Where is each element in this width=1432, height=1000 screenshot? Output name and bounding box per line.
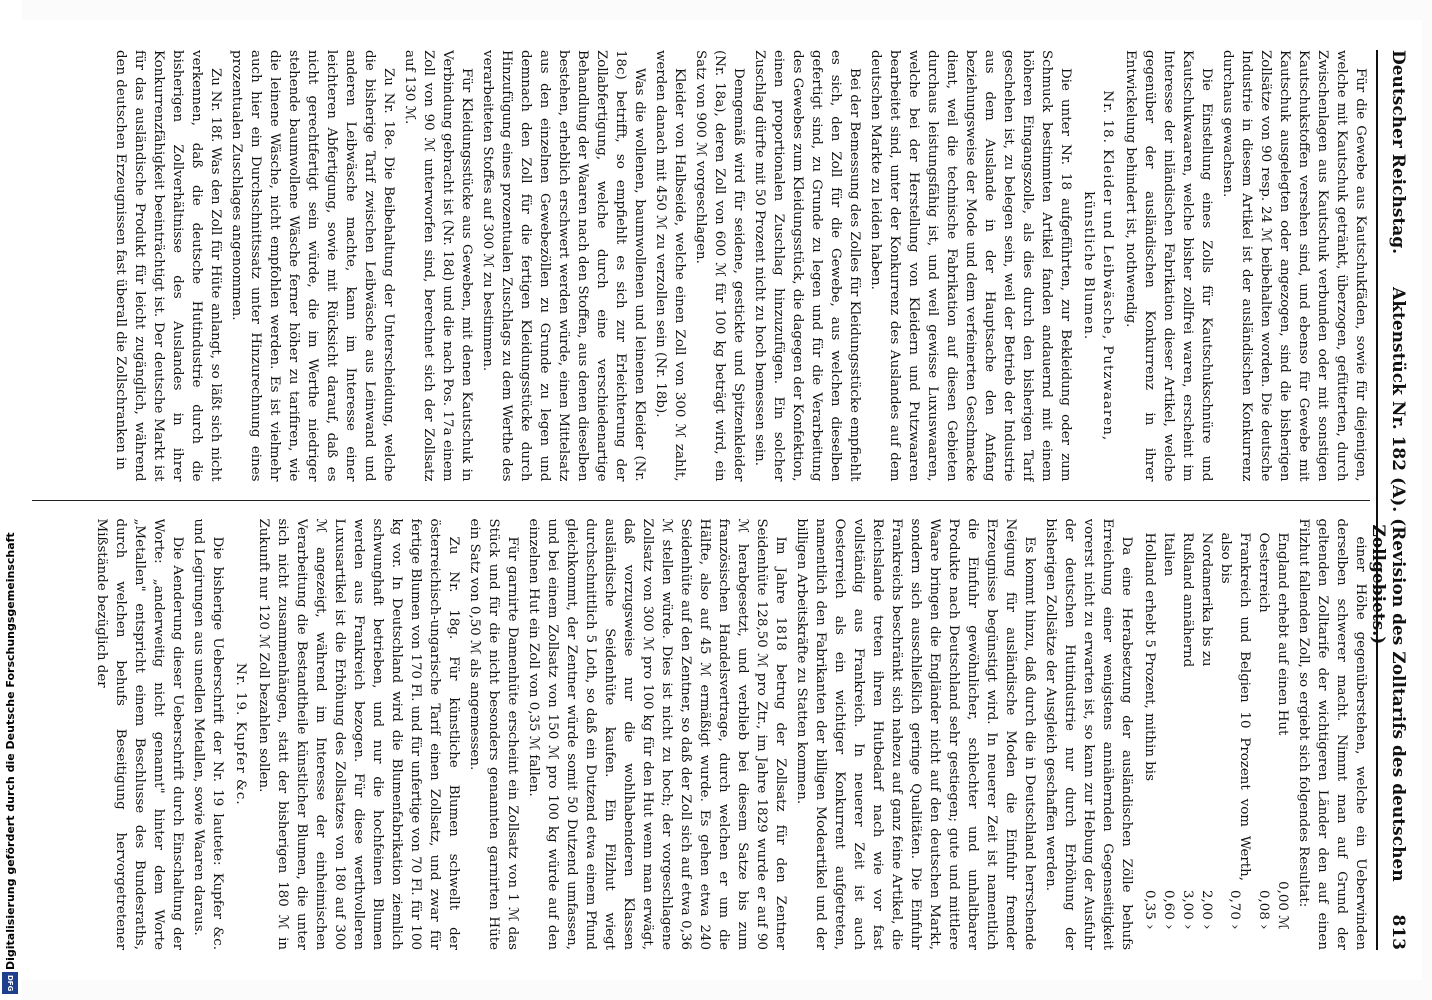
left-paragraph: Für die Gewebe aus Kautschukfäden, sowie für diejenigen, welche mit Kautschuk getränkt, überzogen, gefütterten, durch Zwischenlagen aus Kautschuk verbunden oder mit sonstigen Kautschukstoffen versehen sind, und ebenso für Gewebe mit Kautschuk ausgelegten oder angezogen, sind die bisherigen Zollsätze von 90 resp. 24 ℳ beibehalten worden. Die deutsche Industrie in diesem Artikel ist der ausländischen Konkurrenz durchaus gewachsen. [1220,50,1368,482]
rate-country: Oesterreich [1256,532,1271,613]
column-divider [32,500,1370,501]
left-paragraph: Die Einstellung eines Zolls für Kautschukschnüre und Kautschukwaaren, welche bisher zollfrei waren, erscheint im Interesse der inländischen Fabrikation dieser Artikel, welche gegenüber der ausländischen Konkurrenz in ihrer Entwickelung behindert ist, nothwendig. [1123,50,1214,482]
left-paragraph: Nr. 18. Kleider und Leibwäsche, Putzwaaren, künstliche Blumen. [1081,90,1115,442]
rate-row [1140,533,1159,930]
column-right [32,519,1370,951]
left-paragraph: Die unter Nr. 18 aufgeführten, zur Bekleidung oder zum Schmuck bestimmten Artikel fanden andauernd mit einem höheren Eingangszolle, als dies durch den bisherigen Tarif geschehen ist, zu belegen sein, weil der Betrieb der Industrie aus dem Auslande in der Hauptsache den Anfang beziehungsweise der Mode und dem verfeinerten Geschmacke dient, weil die technische Fabrikation auf diesen Gebieten durchaus leistungsfähig ist, und weil gewisse Luxuswaaren, welche bei der Herstellung von Kleidern und Putzwaaren bearbeitet sind, unter der Konkurrenz des Auslandes auf dem deutschen Markte zu leiden haben. [868,50,1073,482]
right-paragraph: Die bisherige Ueberschrift der Nr. 19 lautete: Kupfer &c. und Legirungen aus unedlen Metallen, sowie Waaren daraus. [191,518,225,950]
rate-country: Nordamerika bis zu [1199,532,1214,667]
rate-row [1216,533,1254,930]
header-center [1368,254,1408,914]
column-right-body [92,519,1136,951]
tariff-rate-table [1140,533,1292,930]
rate-country: Frankreich und Belgien 10 Prozent vom Werth, also bis [1218,532,1252,882]
rate-row [1197,533,1216,930]
right-paragraph: Es kommt hinzu, daß durch die in Deutschland herrschende Neigung für ausländische Moden die Einfuhr fremder Erzeugnisse begünstigt wird. In neuerer Zeit ist namentlich die Einfuhr gewöhnlicher, schlechter und unhaltbarer Produkte nach Deutschland sehr gestiegen; gute und mittlere Waare bringen die Engländer nicht auf den deutschen Markt, sondern sich ausschließlich geringe Qualitäten. Die Einfuhr Frankreichs beschränkt sich nahezu auf ganz feine Artikel, die Reichslande treten ihren Hutbedarf nach wie vor fast vollständig aus Frankreich. In neuerer Zeit ist auch Oesterreich als ein wichtiger Konkurrent aufgetreten, namentlich den Fabrikanten der billigen Modeartikel und der billigen Arbeitskräfte zu Statten kommen. [794,518,1037,950]
rate-value: 3,00 › [1180,890,1195,930]
text-columns [32,50,1370,950]
header-center-title: Aktenstück Nr. 182 (A). [1388,287,1408,513]
rate-value: 0,00 ℳ [1275,881,1290,930]
rate-value: 2,00 › [1199,890,1214,930]
rate-value: 0,60 › [1161,890,1176,930]
rate-row [1273,533,1292,930]
left-paragraph: Demgemäß wird für seidene, gestickte und Spitzenkleider (Nr. 18a), deren Zoll von 600 ℳ für 100 kg beträgt wird, ein Satz von 900 ℳ vorgeschlagen. [693,50,746,482]
rate-country: Rußland annähernd [1180,532,1195,668]
rate-country: England erhebt auf einen Hut [1275,532,1290,736]
left-paragraph: Für Kleidungsstücke aus Geweben, mit denen Kautschuk in Verbindung gebracht ist (Nr. 18d) und die nach Pos. 17a einem Zoll von 90 ℳ unterworfen sind, berechnet sich der Zollsatz auf 130 ℳ. [402,50,474,482]
rate-value: 0,70 › [1227,890,1243,930]
left-paragraph: Bei der Bemessung des Zolles für Kleidungsstücke empfiehlt es sich, den Zoll für die Gewebe, aus welchen dieselben gefertigt sind, zu Grunde zu legen und für die Verarbeitung des Gewebes zum Kleidungsstück, die dagegen der Konfektion, einen proportionalen Zuschlag hinzuzufügen. Ein solcher Zuschlag dürfte mit 50 Prozent nicht zu hoch bemessen sein. [752,50,862,482]
dfg-logo: DFG [2,972,18,994]
margin-strip [0,0,22,1000]
rate-country: Italien [1161,532,1176,577]
left-paragraph: Was die wollenen, baumwollenen und leinenen Kleider (Nr. 18c) betrifft, so empfiehlt es sich zur Erleichterung der Zollabfertigung, welche durch eine verschiedenartige Behandlung der Waaren nach den Stoffen, aus denen dieselben bestehen, erheblich erschwert werden würde, einen Mittelsatz aus den einzelnen Gewebezöllen zu Grunde zu legen und demnach den Zoll für die fertigen Kleidungsstücke durch Hinzufügung eines prozentualen Zuschlags zu dem Werthe des verarbeiteten Stoffes auf 300 ℳ zu bestimmen. [480,50,647,482]
left-paragraph: Zu Nr. 18e. Die Beibehaltung der Unterscheidung, welche die bisherige Tarif zwischen Leibwäsche aus Leinwand und anderen Leibwäsche machte, kann im Interesse einer leichteren Abfertigung, sowie mit Rücksicht darauf, daß es nicht gerechtfertigt sein würde, die im Werthe niedriger stehende baumwollene Wäsche ferner höher zu tarifiren, wie die leinene Wäsche, nicht empfohlen werden. Es ist vielmehr auch hier ein Durchschnittssatz unter Hinzurechnung eines prozentualen Zuschlages angenommen. [229,50,396,482]
header-right-title: (Revision des Zolltarifs des deutschen Zollgebiets.) [1368,518,1408,882]
page-number: 813 [1388,914,1408,950]
column-left [32,50,1370,482]
header-left: Deutscher Reichstag. [1388,50,1408,255]
digitization-note: Digitalisierung gefördert durch die Deutsche Forschungsgemeinschaft [4,532,17,970]
rate-value: 0,35 › [1142,890,1157,930]
right-intro-paragraph: einer Höhe gegenüberstehen, welche ein Ueberwinden derselben schwerer macht. Nimmt man auf Grund der geltenden Zolltarife der wichtigeren Länder den auf einen Filzhut fallenden Zoll, so ergiebt sich folgendes Resultat: [1296,518,1368,950]
page-header [1368,50,1408,950]
rate-row [1178,533,1197,930]
right-paragraph: Zu Nr. 18g. Für künstliche Blumen schwellt der österreichisch-ungarische Tarif einen Zollsatz, und zwar für fertige Blumen von 170 Fl. und für unfertige von 70 Fl. für 100 kg vor. In Deutschland wird die Blumenfabrikation ziemlich schwunghaft betrieben, und nur die hochfeinen Blumen werden aus Frankreich bezogen. Für diese werthvolleren Luxusartikel ist die Erhöhung des Zollsatzes von 180 auf 300 ℳ angezeigt, während im Interesse der einheimischen Verarbeitung die Bestandtheile künstlicher Blumen, die unter sich nicht zusammenhängen, statt der bisherigen 180 ℳ in Zukunft nur 120 ℳ Zoll bezahlen sollen. [256,518,461,950]
rate-country: Holland erhebt 5 Prozent, mithin bis [1142,532,1157,781]
rate-value: 0,08 › [1256,890,1271,930]
rotated-page [2,20,1422,980]
rate-row [1254,533,1273,930]
left-paragraph: Zu Nr. 18f. Was den Zoll für Hüte anlangt, so läßt sich nicht verkennen, daß die deutsche Hutindustrie durch die bisherigen Zollverhältnisse des Auslandes in ihrer Konkurrenzfähigkeit beeinträchtigt ist. Der deutsche Markt ist für das ausländische Produkt für leicht zugänglich, während den deutschen Erzeugnissen fast überall die Zollschranken in [113,50,223,482]
right-paragraph: Für garnirte Damenhüte erscheint ein Zollsatz von 1 ℳ das Stück und für die nicht besonders genannten garnirten Hüte ein Satz von 0,50 ℳ als angemessen. [467,518,520,950]
right-paragraph: Die Aenderung dieser Ueberschrift durch Einschaltung der Worte: „anderweitig nicht genannt" hinter dem Worte „Metallen" entspricht einem Beschlusse des Bundesraths, durch welchen behufs Beseitigung hervorgetretener Mißstände bezüglich der [94,518,185,950]
rate-row [1159,533,1178,930]
right-paragraph: Im Jahre 1818 betrug der Zollsatz für den Zentner Seidenhüte 128,50 ℳ pro Ztr., im Jahre 1829 wurde er auf 90 ℳ herabgesetzt, und verblieb bei diesem Satze bis zum französischen Handelsvertrage, durch welchen er um die Hälfte, also auf 45 ℳ ermäßigt wurde. Es gehen etwa 240 Seidenhüte auf den Zentner, so daß der Zoll sich auf etwa 0,36 ℳ stellen würde. Dies ist nicht zu hoch; der vorgeschlagene Zollsatz von 300 ℳ pro 100 kg für den Hut wenn man erwägt, daß vorzugsweise nur die wohlhabenderen Klassen ausländische Seidenhüte kaufen. Ein Filzhut wiegt durchschnittlich 5 Loth, so daß ein Dutzend etwa einem Pfund gleichkommt, der Zentner würde somit 50 Dutzend umfassen, und bei einem Zollsatz von 150 ℳ pro 100 kg würde auf den einzelnen Hut ein Zoll von 0,35 ℳ fallen. [526,518,788,950]
right-paragraph: Nr. 19. Kupfer &c. [233,662,248,806]
right-paragraph: Da eine Herabsetzung der ausländischen Zölle behufs Erreichung einer wenigstens annähernden Gegenseitigkeit vorerst nicht zu erwarten ist, so kann zur Hebung der Ausfuhr der deutschen Hutindustrie nur durch Erhöhung der bisherigen Zollsätze der Ausgleich geschaffen werden. [1043,518,1134,950]
left-paragraph: Kleider von Halbseide, welche einen Zoll von 300 ℳ zahlt, werden danach mit 450 ℳ zu verzollen sein (Nr. 18b). [653,50,687,482]
